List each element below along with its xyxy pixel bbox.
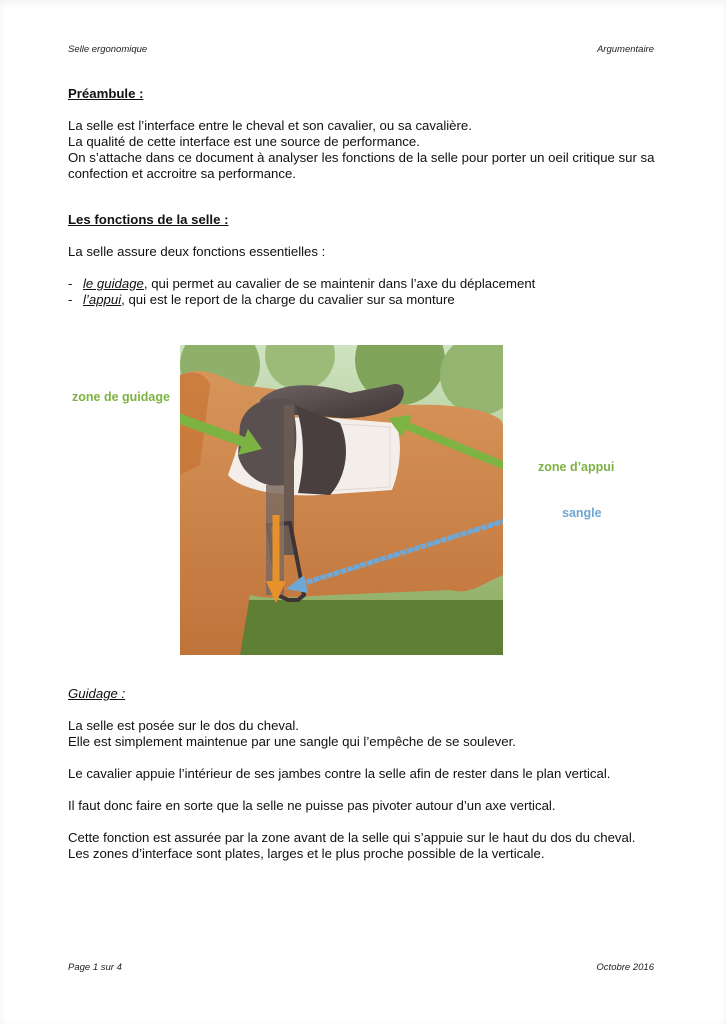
section-fonctions	[68, 212, 658, 308]
term-guidage: le guidage	[83, 276, 144, 291]
guidage-p5: Cette fonction est assurée par la zone avant de la selle qui s’appuie sur le haut du dos du cheval.	[68, 830, 636, 845]
list-item-text: , qui permet au cavalier de se maintenir dans l’axe du déplacement	[143, 276, 536, 291]
header-left: Selle ergonomique	[68, 44, 148, 55]
fonctions-list	[68, 276, 658, 308]
label-sangle: sangle	[562, 506, 602, 520]
heading-guidage: Guidage :	[68, 686, 126, 701]
fonctions-intro: La selle assure deux fonctions essentielles :	[68, 244, 326, 259]
guidage-p2: Elle est simplement maintenue par une sangle qui l’empêche de se soulever.	[68, 734, 516, 749]
footer-left: Page 1 sur 4	[68, 962, 122, 973]
saddle-photo	[180, 345, 503, 655]
list-item-text: , qui est le report de la charge du cavalier sur sa monture	[121, 292, 455, 307]
label-zone-appui: zone d’appui	[538, 460, 615, 474]
page-footer	[68, 962, 654, 973]
page-header	[68, 44, 654, 55]
preambule-line-3: On s’attache dans ce document à analyser les fonctions de la selle pour porter un oeil critique sur sa confection et accroitre sa performance.	[68, 150, 655, 181]
section-preambule	[68, 86, 658, 182]
guidage-p3: Le cavalier appuie l’intérieur de ses jambes contre la selle afin de rester dans le plan vertical.	[68, 766, 611, 781]
heading-fonctions: Les fonctions de la selle :	[68, 212, 229, 227]
label-zone-guidage: zone de guidage	[72, 390, 170, 404]
list-item	[68, 276, 658, 292]
list-item	[68, 292, 658, 308]
term-appui: l’appui	[83, 292, 122, 307]
guidage-p1: La selle est posée sur le dos du cheval.	[68, 718, 299, 733]
preambule-line-2: La qualité de cette interface est une source de performance.	[68, 134, 420, 149]
footer-right: Octobre 2016	[596, 962, 654, 973]
heading-preambule: Préambule :	[68, 86, 144, 101]
guidage-p4: Il faut donc faire en sorte que la selle ne puisse pas pivoter autour d’un axe vertical.	[68, 798, 556, 813]
saddle-photo-illustration	[180, 345, 503, 655]
section-guidage	[68, 686, 658, 862]
preambule-line-1: La selle est l’interface entre le cheval et son cavalier, ou sa cavalière.	[68, 118, 472, 133]
guidage-p6: Les zones d’interface sont plates, larges et le plus proche possible de la verticale.	[68, 846, 545, 861]
header-right: Argumentaire	[596, 44, 654, 55]
